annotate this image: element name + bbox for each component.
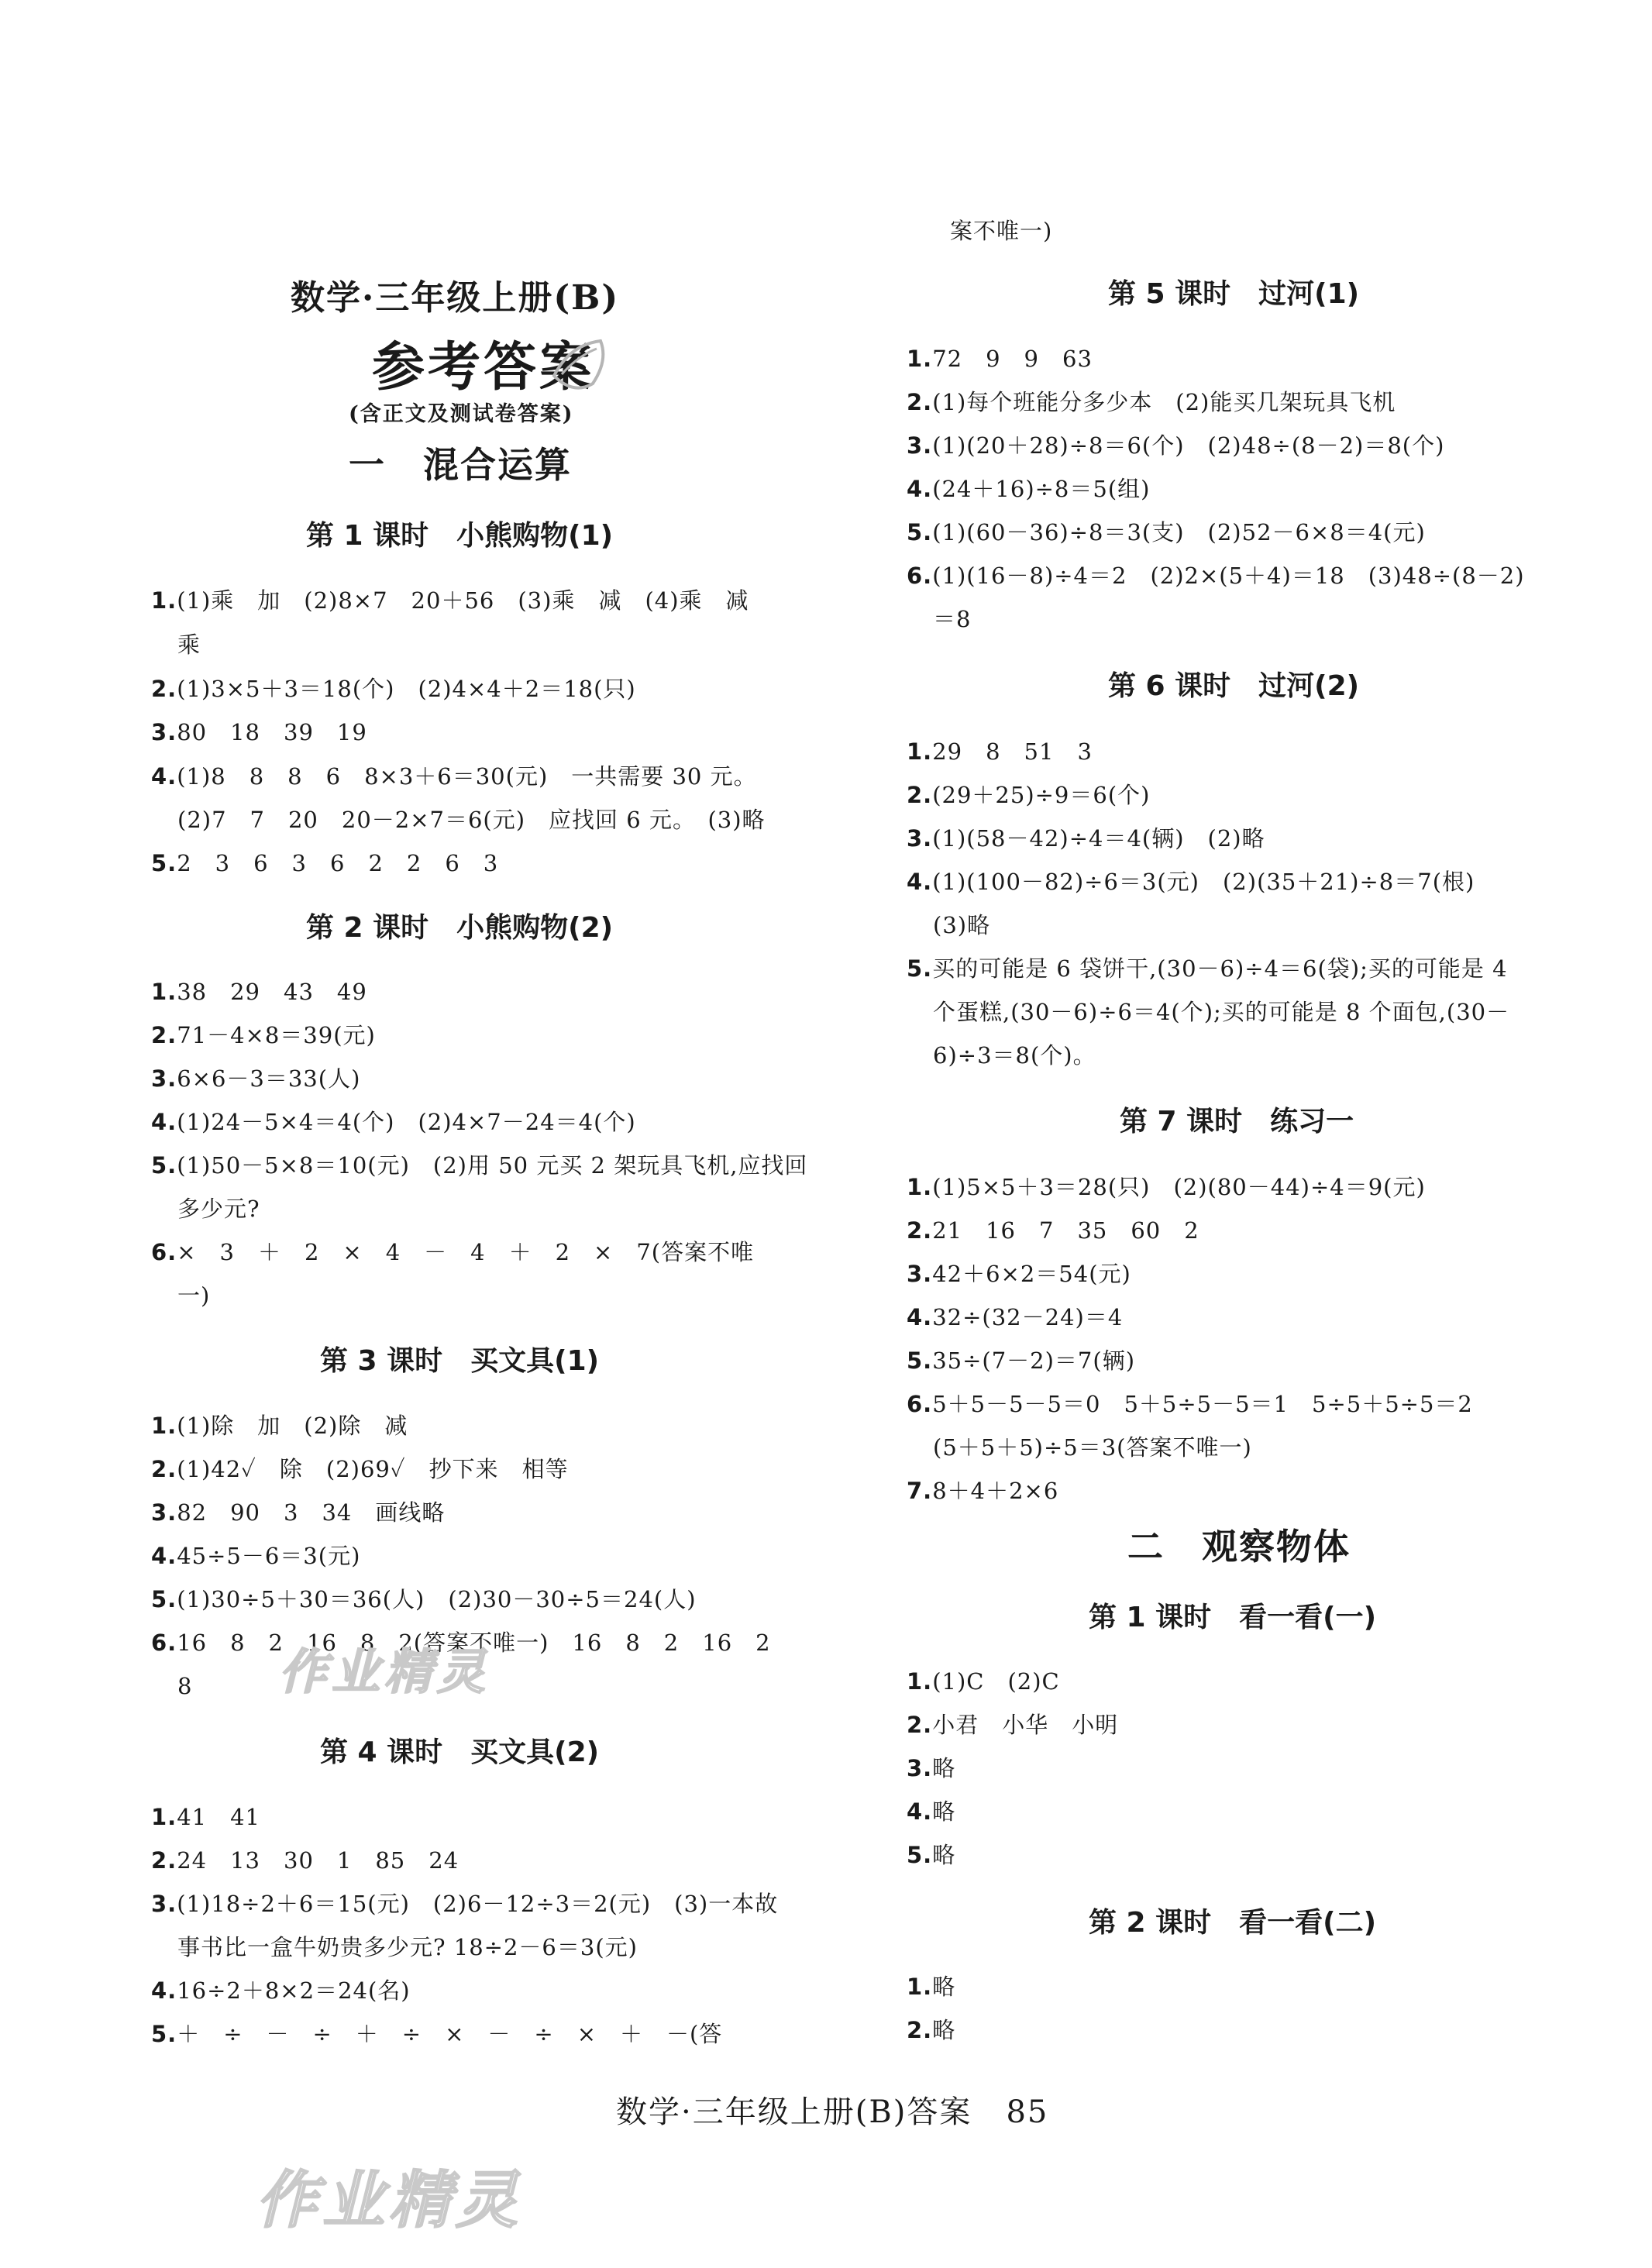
- answer-text: 80 18 39 19: [177, 719, 367, 745]
- unit-title: 一 混合运算: [349, 444, 572, 486]
- answer-line: [907, 1798, 955, 1826]
- watermark: 作业精灵: [279, 1643, 490, 1700]
- answer-line: [177, 806, 766, 834]
- question-number: 1.: [907, 1974, 933, 2000]
- answer-line: [907, 1711, 1118, 1739]
- question-number: 5.: [151, 1152, 177, 1179]
- question-number: 1.: [907, 346, 933, 372]
- question-number: 3.: [907, 825, 933, 852]
- answer-text: (2)7 7 20 20－2×7＝6(元) 应找回 6 元。 (3)略: [177, 807, 766, 833]
- answer-line: [907, 955, 1508, 983]
- answer-text: × 3 ＋ 2 × 4 － 4 ＋ 2 × 7(答案不唯: [177, 1239, 755, 1265]
- answer-text: 买的可能是 6 袋饼干,(30－6)÷4＝6(袋);买的可能是 4: [932, 955, 1508, 982]
- answer-title: 参考答案: [372, 336, 596, 398]
- answer-text: (1)(20＋28)÷8＝6(个) (2)48÷(8－2)＝8(个): [932, 432, 1445, 459]
- answer-line: [151, 978, 367, 1006]
- question-number: 3.: [151, 1891, 177, 1917]
- unit-title: 二 观察物体: [1127, 1526, 1351, 1568]
- lesson-title: 第 7 课时 练习一: [1120, 1106, 1354, 1137]
- question-number: 5.: [151, 850, 177, 876]
- answer-text: 16÷2＋8×2＝24(名): [177, 1977, 411, 2004]
- answer-line: [151, 1499, 445, 1526]
- answer-text: (1)(60－36)÷8＝3(支) (2)52－6×8＝4(元): [932, 519, 1426, 545]
- answer-line: [907, 1217, 1199, 1244]
- answer-line: [151, 1585, 697, 1613]
- question-number: 4.: [907, 869, 933, 895]
- answer-line: [907, 1303, 1123, 1331]
- question-number: 4.: [151, 1109, 177, 1135]
- answer-line: [177, 1282, 210, 1310]
- lesson-title: 第 5 课时 过河(1): [1108, 278, 1360, 310]
- answer-text: 8: [177, 1673, 193, 1699]
- answer-line: [151, 1412, 408, 1440]
- answer-line: [907, 1667, 1060, 1695]
- answer-line: [177, 631, 201, 659]
- question-number: 2.: [907, 2017, 933, 2043]
- answer-line: [907, 1841, 955, 1869]
- answer-text: 32÷(32－24)＝4: [932, 1304, 1124, 1330]
- question-number: 5.: [151, 1586, 177, 1612]
- decorative-emblem-icon: [546, 329, 616, 399]
- answer-text: 2 3 6 3 6 2 2 6 3: [177, 850, 499, 876]
- answer-text: 29 8 51 3: [932, 738, 1093, 765]
- answer-text: 事书比一盒牛奶贵多少元? 18÷2－6＝3(元): [177, 1934, 638, 1960]
- answer-text: 8＋4＋2×6: [932, 1478, 1059, 1504]
- answer-line: [177, 1195, 260, 1223]
- question-number: 1.: [151, 1413, 177, 1439]
- question-number: 6.: [151, 1239, 177, 1265]
- answer-line: [151, 762, 757, 790]
- lesson-title: 第 2 课时 看一看(二): [1089, 1907, 1377, 1939]
- question-number: 2.: [907, 782, 933, 808]
- question-number: 5.: [151, 2021, 177, 2047]
- question-number: 1.: [151, 587, 177, 614]
- answer-text: 38 29 43 49: [177, 979, 367, 1005]
- watermark: 作业精灵: [256, 2164, 522, 2236]
- page-number: 85: [1006, 2094, 1049, 2130]
- question-number: 2.: [151, 1456, 177, 1482]
- answer-text: (1)每个班能分多少本 (2)能买几架玩具飞机: [932, 389, 1396, 415]
- answer-line: [151, 1021, 376, 1049]
- question-number: 4.: [151, 1543, 177, 1569]
- answer-line: [907, 824, 1265, 852]
- answer-line: [907, 1754, 955, 1782]
- answer-text: (1)(16－8)÷4＝2 (2)2×(5＋4)＝18 (3)48÷(8－2): [932, 563, 1525, 589]
- answer-text: 略: [932, 1842, 956, 1868]
- answer-text: (1)30÷5＋30＝36(人) (2)30－30÷5＝24(人): [177, 1586, 697, 1612]
- question-number: 3.: [907, 1755, 933, 1781]
- answer-text: 个蛋糕,(30－6)÷6＝4(个);买的可能是 8 个面包,(30－: [933, 999, 1510, 1025]
- answer-text: (3)略: [933, 912, 991, 938]
- answer-text: 72 9 9 63: [932, 346, 1093, 372]
- answer-text: 乘: [177, 632, 201, 658]
- answer-text: (1)42✓ 除 (2)69✓ 抄下来 相等: [177, 1456, 569, 1482]
- lesson-title: 第 2 课时 小熊购物(2): [306, 912, 614, 944]
- question-number: 3.: [151, 1065, 177, 1092]
- lesson-title: 第 1 课时 小熊购物(1): [306, 520, 614, 552]
- answer-text: (1)3×5＋3＝18(个) (2)4×4＋2＝18(只): [177, 676, 636, 702]
- answer-text: 略: [932, 1974, 956, 2000]
- answer-text: (5＋5＋5)÷5＝3(答案不唯一): [933, 1434, 1252, 1461]
- answer-line: [151, 1542, 360, 1570]
- answer-text: 略: [932, 2017, 956, 2043]
- answer-line: [933, 1041, 1096, 1069]
- answer-text: (1)8 8 8 6 8×3＋6＝30(元) 一共需要 30 元。: [177, 763, 757, 790]
- answer-text: ＝8: [933, 606, 972, 632]
- question-number: 6.: [907, 1391, 933, 1417]
- question-number: 2.: [151, 676, 177, 702]
- answer-line: [177, 1933, 638, 1961]
- answer-line: [907, 345, 1093, 373]
- question-number: 5.: [907, 1347, 933, 1374]
- question-number: 1.: [907, 738, 933, 765]
- answer-text: (1)除 加 (2)除 减: [177, 1413, 408, 1439]
- answer-text: 16 8 2 16 8 2(答案不唯一) 16 8 2 16 2: [177, 1630, 771, 1656]
- lesson-title: 第 4 课时 买文具(2): [320, 1736, 600, 1768]
- lesson-title: 第 3 课时 买文具(1): [320, 1345, 600, 1377]
- answer-line: [907, 1347, 1135, 1375]
- answer-line: [151, 1803, 260, 1831]
- answer-line: [907, 562, 1525, 590]
- question-number: 2.: [907, 1712, 933, 1738]
- question-number: 2.: [151, 1847, 177, 1874]
- answer-text: 45÷5－6＝3(元): [177, 1543, 361, 1569]
- lesson-title: 第 6 课时 过河(2): [1108, 670, 1360, 702]
- page-footer: [616, 2087, 1048, 2132]
- question-number: 4.: [907, 1798, 933, 1825]
- answer-line: [907, 432, 1444, 459]
- answer-text: 6)÷3＝8(个)。: [933, 1042, 1096, 1069]
- answer-line: [907, 1973, 955, 2001]
- answer-line: [907, 738, 1093, 766]
- answer-line: [151, 849, 498, 877]
- answer-line: [151, 1455, 569, 1483]
- answer-line: [151, 1238, 754, 1266]
- continued-answer-text: 案不唯一): [950, 218, 1053, 244]
- question-number: 3.: [907, 1261, 933, 1287]
- answer-line: [907, 1390, 1473, 1418]
- answer-line: [933, 1433, 1252, 1461]
- answer-line: [151, 1108, 636, 1136]
- answer-text: 略: [932, 1755, 956, 1781]
- answer-line: [933, 911, 990, 939]
- question-number: 1.: [151, 979, 177, 1005]
- answer-line: [933, 998, 1509, 1026]
- answer-text: (1)5×5＋3＝28(只) (2)(80－44)÷4＝9(元): [932, 1174, 1426, 1200]
- answer-line: [933, 605, 971, 633]
- question-number: 5.: [907, 519, 933, 545]
- answer-text: 小君 小华 小明: [932, 1712, 1119, 1738]
- lesson-title: 第 1 课时 看一看(一): [1089, 1602, 1377, 1633]
- answer-line: [151, 587, 749, 614]
- answer-line: [907, 518, 1426, 546]
- question-number: 6.: [151, 1630, 177, 1656]
- question-number: 3.: [907, 432, 933, 459]
- question-number: 7.: [907, 1478, 933, 1504]
- answer-text: (29＋25)÷9＝6(个): [932, 782, 1151, 808]
- question-number: 5.: [907, 955, 933, 982]
- answer-line: [907, 2016, 955, 2044]
- answer-text: (1)24－5×4＝4(个) (2)4×7－24＝4(个): [177, 1109, 636, 1135]
- answer-line: [907, 1260, 1131, 1288]
- answer-text: 24 13 30 1 85 24: [177, 1847, 459, 1874]
- answer-text: (1)(100－82)÷6＝3(元) (2)(35＋21)÷8＝7(根): [932, 869, 1475, 895]
- answer-text: (1)(58－42)÷4＝4(辆) (2)略: [932, 825, 1265, 852]
- answer-text: 42＋6×2＝54(元): [932, 1261, 1131, 1287]
- answer-line: [907, 1173, 1426, 1201]
- answer-line: [151, 718, 367, 746]
- document-title: 数学·三年级上册(B): [291, 278, 620, 318]
- answer-line: [907, 868, 1475, 896]
- answer-line: [151, 2020, 722, 2048]
- answer-text: (1)18÷2＋6＝15(元) (2)6－12÷3＝2(元) (3)一本故: [177, 1891, 779, 1917]
- question-number: 4.: [151, 1977, 177, 2004]
- answer-text: 82 90 3 34 画线略: [177, 1499, 446, 1526]
- question-number: 2.: [907, 1217, 933, 1244]
- answer-text: ＋ ÷ － ÷ ＋ ÷ × － ÷ × ＋ －(答: [177, 2021, 723, 2047]
- answer-line: [151, 1151, 807, 1179]
- answer-line: [907, 475, 1150, 503]
- question-number: 4.: [907, 1304, 933, 1330]
- answer-text: (1)C (2)C: [932, 1668, 1060, 1695]
- question-number: 5.: [907, 1842, 933, 1868]
- answer-text: 一): [177, 1282, 211, 1309]
- answer-text: (24＋16)÷8＝5(组): [932, 476, 1151, 502]
- question-number: 2.: [907, 389, 933, 415]
- question-number: 4.: [151, 763, 177, 790]
- question-number: 2.: [151, 1022, 177, 1048]
- answer-line: [907, 388, 1396, 416]
- answer-line: [151, 1890, 778, 1918]
- answer-line: [907, 1477, 1058, 1505]
- answer-line: [151, 1065, 360, 1093]
- answer-line: [177, 1672, 192, 1700]
- answer-text: 略: [932, 1798, 956, 1825]
- answer-text: 多少元?: [177, 1196, 260, 1222]
- answer-line: [151, 1846, 459, 1874]
- answer-text: 35÷(7－2)＝7(辆): [932, 1347, 1136, 1374]
- answer-text: 21 16 7 35 60 2: [932, 1217, 1199, 1244]
- answer-line: [151, 1977, 411, 2005]
- footer-title: 数学·三年级上册(B)答案: [616, 2094, 972, 2130]
- answer-text: 71－4×8＝39(元): [177, 1022, 376, 1048]
- question-number: 3.: [151, 719, 177, 745]
- question-number: 3.: [151, 1499, 177, 1526]
- question-number: 1.: [907, 1668, 933, 1695]
- question-number: 1.: [151, 1804, 177, 1830]
- answer-text: 5＋5－5－5＝0 5＋5÷5－5＝1 5÷5＋5÷5＝2: [932, 1391, 1473, 1417]
- answer-text: (1)50－5×8＝10(元) (2)用 50 元买 2 架玩具飞机,应找回: [177, 1152, 808, 1179]
- question-number: 4.: [907, 476, 933, 502]
- answer-text: 41 41: [177, 1804, 261, 1830]
- answer-line: [151, 675, 636, 703]
- answer-line: [907, 781, 1150, 809]
- question-number: 1.: [907, 1174, 933, 1200]
- answer-text: 6×6－3＝33(人): [177, 1065, 361, 1092]
- question-number: 6.: [907, 563, 933, 589]
- answer-text: (1)乘 加 (2)8×7 20＋56 (3)乘 减 (4)乘 减: [177, 587, 749, 614]
- answer-scope-note: (含正文及测试卷答案): [349, 402, 574, 426]
